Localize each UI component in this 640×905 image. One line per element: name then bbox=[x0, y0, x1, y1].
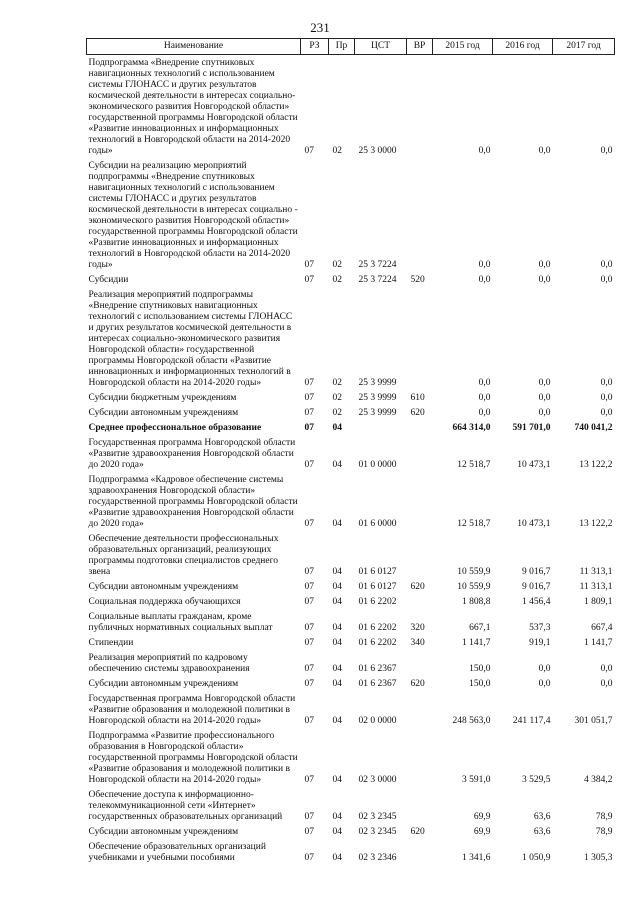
row-rz: 07 bbox=[304, 146, 314, 156]
row-value-2016: 3 529,5 bbox=[522, 775, 551, 785]
row-rz: 07 bbox=[304, 775, 314, 785]
row-name: Подпрограмма «Внедрение спутниковых навигационных технологий с использованием системы ГЛОНАСС и других результатов космической деятельности в интересах социально-экономического развития Новгородской области» государственной программы Новгородской области «Развитие инновационных и информационных технологий в Новгородской области на 2014-2020 годы» bbox=[88, 58, 298, 156]
row-pr: 02 bbox=[332, 393, 342, 403]
row-value-2016: 1 050,9 bbox=[522, 853, 551, 863]
row-value-2016: 919,1 bbox=[529, 638, 551, 648]
row-value-2016: 9 016,7 bbox=[522, 567, 551, 577]
row-pr: 04 bbox=[332, 582, 342, 592]
row-name: Субсидии автономным учреждениям bbox=[88, 582, 239, 592]
row-cst: 25 3 9999 bbox=[358, 408, 397, 418]
row-value-2017: 0,0 bbox=[600, 679, 613, 689]
row-rz: 07 bbox=[304, 567, 314, 577]
row-value-2017: 0,0 bbox=[600, 378, 613, 388]
row-value-2016: 0,0 bbox=[538, 408, 551, 418]
row-value-2015: 10 559,9 bbox=[457, 582, 491, 592]
table-row bbox=[87, 594, 615, 609]
table-row bbox=[87, 824, 615, 839]
row-value-2017: 301 051,7 bbox=[574, 716, 613, 726]
row-value-2015: 3 591,0 bbox=[462, 775, 491, 785]
row-rz: 07 bbox=[304, 812, 314, 822]
row-vr bbox=[407, 158, 433, 272]
row-rz: 07 bbox=[304, 408, 314, 418]
table-row bbox=[87, 728, 615, 787]
row-name: Государственная программа Новгородской области «Развитие здравоохранения Новгородской области до 2020 года» bbox=[88, 438, 296, 470]
page-number: 231 bbox=[310, 20, 330, 35]
row-vr bbox=[407, 691, 433, 728]
row-name: Обеспечение деятельности профессиональных образовательных организаций, реализующих программы подготовки специалистов среднего звена bbox=[88, 534, 279, 577]
row-vr: 320 bbox=[410, 623, 425, 633]
row-pr: 02 bbox=[332, 260, 342, 270]
row-value-2017: 0,0 bbox=[600, 260, 613, 270]
row-value-2017: 11 313,1 bbox=[579, 567, 613, 577]
row-name: Субсидии автономным учреждениям bbox=[88, 679, 239, 689]
row-cst: 01 6 2202 bbox=[358, 597, 397, 607]
row-cst: 01 6 2202 bbox=[358, 638, 397, 648]
table-row bbox=[87, 272, 615, 287]
row-cst: 01 6 0000 bbox=[358, 519, 397, 529]
row-vr: 610 bbox=[410, 393, 425, 403]
row-value-2017: 740 041,2 bbox=[574, 423, 613, 433]
row-vr: 620 bbox=[410, 582, 425, 592]
row-value-2016: 0,0 bbox=[538, 260, 551, 270]
row-name: Субсидии bbox=[88, 275, 129, 285]
row-pr: 04 bbox=[332, 827, 342, 837]
table-row bbox=[87, 839, 615, 865]
row-value-2015: 12 518,7 bbox=[457, 519, 491, 529]
row-value-2016: 241 117,4 bbox=[512, 716, 551, 726]
table-row bbox=[87, 787, 615, 824]
row-rz: 07 bbox=[304, 423, 314, 433]
row-pr: 02 bbox=[332, 275, 342, 285]
row-pr: 04 bbox=[332, 853, 342, 863]
row-cst: 02 0 0000 bbox=[358, 716, 397, 726]
row-cst: 01 6 2367 bbox=[358, 664, 397, 674]
row-value-2017: 1 809,1 bbox=[584, 597, 613, 607]
row-vr: 620 bbox=[410, 679, 425, 689]
row-vr: 520 bbox=[410, 275, 425, 285]
row-pr: 04 bbox=[332, 638, 342, 648]
row-cst: 01 6 0127 bbox=[358, 567, 397, 577]
row-name: Стипендии bbox=[88, 638, 134, 648]
row-value-2016: 0,0 bbox=[538, 664, 551, 674]
row-value-2017: 0,0 bbox=[600, 146, 613, 156]
table-row bbox=[87, 55, 615, 159]
row-rz: 07 bbox=[304, 623, 314, 633]
row-name: Субсидии на реализацию мероприятий подпрограммы «Внедрение спутниковых навигационных технологий с использованием системы ГЛОНАСС и других результатов космической деятельности в интересах социально - экономического развития Новгородской области» государственной программы Новгородской области «Развитие инновационных и информационных технологий в Новгородской области на 2014-2020 годы» bbox=[88, 161, 298, 270]
row-value-2015: 0,0 bbox=[478, 393, 491, 403]
header-name: Наименование bbox=[87, 39, 301, 55]
row-value-2015: 69,9 bbox=[473, 812, 491, 822]
row-cst bbox=[355, 420, 407, 435]
row-cst: 02 3 2345 bbox=[358, 812, 397, 822]
row-name: Подпрограмма «Развитие профессионального образования в Новгородской области» государственной программы Новгородской области «Развитие образования и молодежной политики в Новгородской области на 2014-2020 годы» bbox=[88, 731, 298, 785]
table-row bbox=[87, 691, 615, 728]
header-2017: 2017 год bbox=[553, 39, 615, 55]
row-name: Обеспечение доступа к информационно-телекоммуникационной сети «Интернет» государственных образовательных организаций bbox=[88, 790, 283, 822]
row-vr: 620 bbox=[410, 408, 425, 418]
table-row bbox=[87, 635, 615, 650]
row-vr bbox=[407, 55, 433, 159]
row-value-2016: 537,3 bbox=[529, 623, 551, 633]
row-vr bbox=[407, 650, 433, 676]
row-rz: 07 bbox=[304, 519, 314, 529]
row-value-2017: 0,0 bbox=[600, 275, 613, 285]
row-value-2017: 1 305,3 bbox=[584, 853, 613, 863]
row-value-2015: 1 141,7 bbox=[462, 638, 491, 648]
row-value-2017: 4 384,2 bbox=[584, 775, 613, 785]
row-cst: 01 6 2202 bbox=[358, 623, 397, 633]
row-value-2015: 248 563,0 bbox=[452, 716, 491, 726]
table-row bbox=[87, 390, 615, 405]
row-name: Субсидии автономным учреждениям bbox=[88, 408, 239, 418]
row-cst: 02 3 0000 bbox=[358, 775, 397, 785]
row-rz: 07 bbox=[304, 582, 314, 592]
row-rz: 07 bbox=[304, 260, 314, 270]
row-cst: 02 3 2346 bbox=[358, 853, 397, 863]
row-rz: 07 bbox=[304, 638, 314, 648]
row-name: Обеспечение образовательных организаций учебниками и учебными пособиями bbox=[88, 842, 266, 863]
row-value-2015: 150,0 bbox=[469, 679, 491, 689]
row-pr: 04 bbox=[332, 679, 342, 689]
row-value-2015: 69,9 bbox=[473, 827, 491, 837]
header-rz: РЗ bbox=[301, 39, 329, 55]
row-value-2015: 0,0 bbox=[478, 260, 491, 270]
row-name: Социальные выплаты гражданам, кроме публичных нормативных социальных выплат bbox=[88, 612, 273, 633]
row-rz: 07 bbox=[304, 460, 314, 470]
table-row bbox=[87, 405, 615, 420]
row-rz: 07 bbox=[304, 679, 314, 689]
row-value-2015: 0,0 bbox=[478, 275, 491, 285]
row-value-2015: 667,1 bbox=[469, 623, 491, 633]
row-value-2017: 667,4 bbox=[591, 623, 613, 633]
row-pr: 04 bbox=[332, 664, 342, 674]
row-cst: 02 3 2345 bbox=[358, 827, 397, 837]
row-pr: 04 bbox=[332, 775, 342, 785]
table-row bbox=[87, 287, 615, 390]
table-row bbox=[87, 435, 615, 472]
row-name: Социальная поддержка обучающихся bbox=[88, 597, 241, 607]
row-name: Государственная программа Новгородской области «Развитие образования и молодежной политики в Новгородской области на 2014-2020 годы» bbox=[88, 694, 296, 726]
row-value-2015: 0,0 bbox=[478, 378, 491, 388]
row-rz: 07 bbox=[304, 378, 314, 388]
row-pr: 04 bbox=[332, 716, 342, 726]
row-value-2015: 12 518,7 bbox=[457, 460, 491, 470]
row-value-2016: 10 473,1 bbox=[517, 519, 551, 529]
row-cst: 25 3 7224 bbox=[358, 260, 397, 270]
row-value-2017: 0,0 bbox=[600, 664, 613, 674]
row-value-2015: 10 559,9 bbox=[457, 567, 491, 577]
row-cst: 25 3 9999 bbox=[358, 393, 397, 403]
row-value-2016: 0,0 bbox=[538, 378, 551, 388]
row-value-2016: 9 016,7 bbox=[522, 582, 551, 592]
row-pr: 04 bbox=[332, 460, 342, 470]
row-vr bbox=[407, 531, 433, 579]
row-pr: 04 bbox=[332, 519, 342, 529]
row-vr bbox=[407, 594, 433, 609]
table-row bbox=[87, 472, 615, 531]
row-value-2017: 1 141,7 bbox=[584, 638, 613, 648]
row-pr: 04 bbox=[332, 423, 342, 433]
table-header-row bbox=[87, 39, 615, 55]
row-name: Субсидии бюджетным учреждениям bbox=[88, 393, 237, 403]
row-cst: 25 3 7224 bbox=[358, 275, 397, 285]
row-name: Реализация мероприятий подпрограммы «Внедрение спутниковых навигационных технологий с использованием системы ГЛОНАСС и других результатов космической деятельности в интересах социально-экономического развития Новгородской области» государственной программы Новгородской области «Развитие инновационных и информационных технологий в Новгородской области на 2014-2020 годы» bbox=[88, 290, 293, 388]
row-value-2015: 1 808,8 bbox=[462, 597, 491, 607]
row-value-2017: 0,0 bbox=[600, 408, 613, 418]
row-vr bbox=[407, 435, 433, 472]
table-row bbox=[87, 650, 615, 676]
row-name: Субсидии автономным учреждениям bbox=[88, 827, 239, 837]
row-value-2017: 78,9 bbox=[595, 827, 613, 837]
row-value-2016: 0,0 bbox=[538, 146, 551, 156]
row-vr bbox=[407, 787, 433, 824]
row-rz: 07 bbox=[304, 275, 314, 285]
table-row bbox=[87, 158, 615, 272]
row-value-2016: 1 456,4 bbox=[522, 597, 551, 607]
row-pr: 02 bbox=[332, 378, 342, 388]
header-2015: 2015 год bbox=[433, 39, 493, 55]
row-value-2017: 13 122,2 bbox=[579, 460, 613, 470]
row-name: Подпрограмма «Кадровое обеспечение системы здравоохранения Новгородской области» государственной программы Новгородской области «Развитие здравоохранения Новгородской области до 2020 года» bbox=[88, 475, 298, 529]
row-vr bbox=[407, 728, 433, 787]
row-cst: 25 3 0000 bbox=[358, 146, 397, 156]
row-value-2016: 0,0 bbox=[538, 275, 551, 285]
table-row bbox=[87, 531, 615, 579]
row-value-2015: 1 341,6 bbox=[462, 853, 491, 863]
row-name: Среднее профессиональное образование bbox=[88, 423, 262, 433]
row-value-2016: 0,0 bbox=[538, 393, 551, 403]
row-vr bbox=[407, 839, 433, 865]
row-vr bbox=[407, 472, 433, 531]
row-rz: 07 bbox=[304, 827, 314, 837]
table-row bbox=[87, 579, 615, 594]
row-cst: 01 6 0127 bbox=[358, 582, 397, 592]
header-vr: ВР bbox=[407, 39, 433, 55]
row-name: Реализация мероприятий по кадровому обеспечению системы здравоохранения bbox=[88, 653, 250, 674]
row-value-2016: 63,6 bbox=[533, 812, 551, 822]
row-value-2017: 78,9 bbox=[595, 812, 613, 822]
row-vr bbox=[407, 420, 433, 435]
budget-table bbox=[86, 38, 615, 865]
table-row bbox=[87, 676, 615, 691]
row-vr bbox=[407, 287, 433, 390]
row-cst: 01 6 2367 bbox=[358, 679, 397, 689]
row-value-2017: 11 313,1 bbox=[579, 582, 613, 592]
row-value-2017: 0,0 bbox=[600, 393, 613, 403]
row-pr: 04 bbox=[332, 812, 342, 822]
header-cst: ЦСТ bbox=[355, 39, 407, 55]
table-row bbox=[87, 420, 615, 435]
row-pr: 04 bbox=[332, 597, 342, 607]
row-value-2017: 13 122,2 bbox=[579, 519, 613, 529]
row-value-2015: 0,0 bbox=[478, 408, 491, 418]
table-row bbox=[87, 609, 615, 635]
row-vr: 620 bbox=[410, 827, 425, 837]
row-pr: 02 bbox=[332, 146, 342, 156]
row-rz: 07 bbox=[304, 853, 314, 863]
row-value-2016: 591 701,0 bbox=[512, 423, 551, 433]
row-cst: 25 3 9999 bbox=[358, 378, 397, 388]
row-rz: 07 bbox=[304, 597, 314, 607]
row-value-2016: 63,6 bbox=[533, 827, 551, 837]
row-pr: 04 bbox=[332, 623, 342, 633]
row-vr: 340 bbox=[410, 638, 425, 648]
row-rz: 07 bbox=[304, 664, 314, 674]
header-pr: Пр bbox=[329, 39, 355, 55]
row-value-2016: 0,0 bbox=[538, 679, 551, 689]
row-value-2015: 664 314,0 bbox=[452, 423, 491, 433]
header-2016: 2016 год bbox=[493, 39, 553, 55]
row-value-2015: 150,0 bbox=[469, 664, 491, 674]
row-pr: 04 bbox=[332, 567, 342, 577]
row-value-2016: 10 473,1 bbox=[517, 460, 551, 470]
row-cst: 01 0 0000 bbox=[358, 460, 397, 470]
row-pr: 02 bbox=[332, 408, 342, 418]
row-rz: 07 bbox=[304, 716, 314, 726]
row-rz: 07 bbox=[304, 393, 314, 403]
row-value-2015: 0,0 bbox=[478, 146, 491, 156]
